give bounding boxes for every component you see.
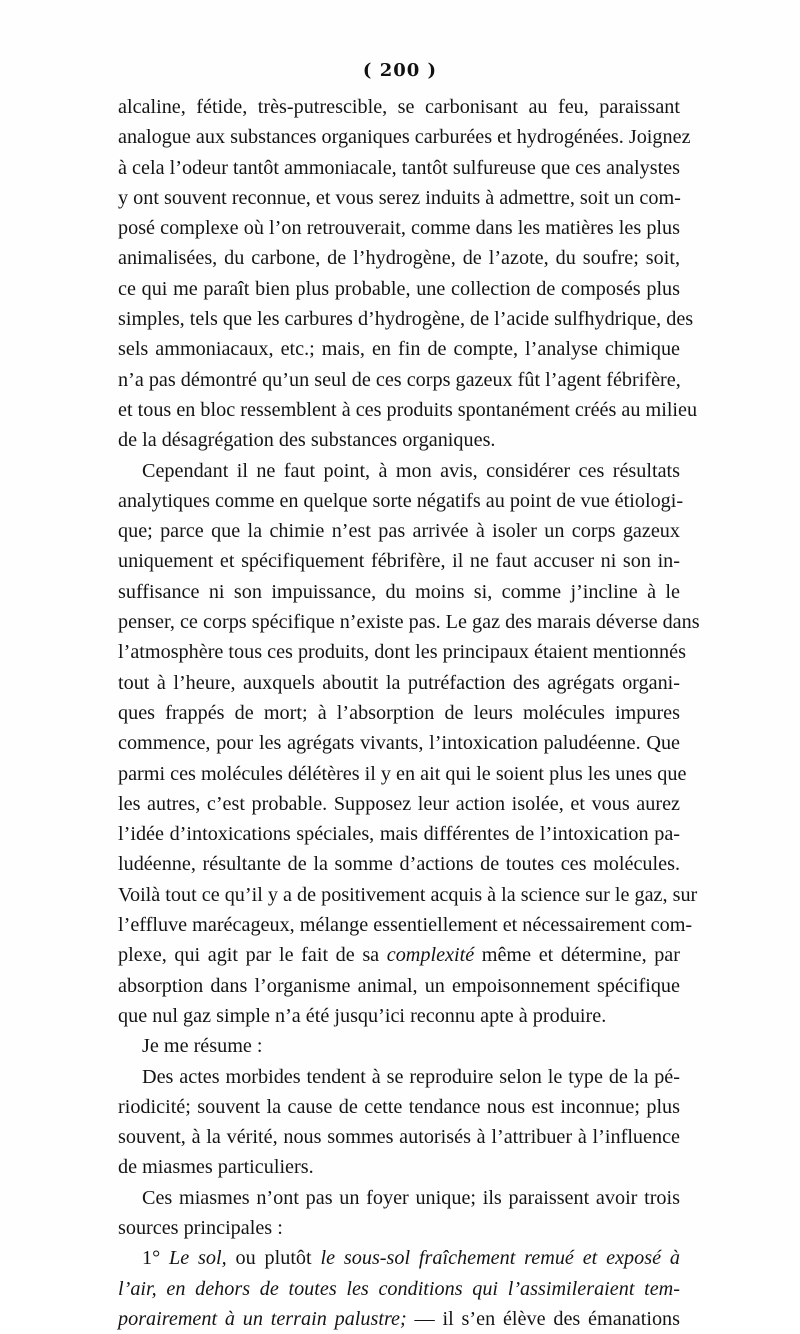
text-segment: 1° xyxy=(142,1247,170,1270)
text-line xyxy=(118,759,687,789)
text-segment: Je me résume : xyxy=(142,1035,263,1058)
italic-text: l’air, en dehors de toutes les conditions qui l’assimileraient tem- xyxy=(118,1277,680,1300)
body-text xyxy=(118,92,700,1334)
text-line xyxy=(118,607,700,637)
text-segment: Ces miasmes n’ont pas un foyer unique; ils paraissent avoir trois xyxy=(142,1186,680,1209)
text-line xyxy=(118,1152,680,1182)
page-number: ( 200 ) xyxy=(362,60,438,81)
text-segment: parmi ces molécules délétères il y en ait qui le soient plus les unes que xyxy=(118,762,687,785)
text-line xyxy=(118,1092,680,1122)
text-segment: absorption dans l’organisme animal, un empoisonnement spécifique xyxy=(118,974,680,997)
text-segment: analogue aux substances organiques carburées et hydrogénées. Joignez xyxy=(118,126,691,149)
text-line xyxy=(118,92,680,122)
text-line xyxy=(118,577,680,607)
text-segment: Des actes morbides tendent à se reproduire selon le type de la pé- xyxy=(142,1065,680,1088)
text-line xyxy=(118,1031,680,1061)
text-line xyxy=(118,304,694,334)
text-segment: Cependant il ne faut point, à mon avis, considérer ces résultats xyxy=(142,459,680,482)
italic-text: complexité xyxy=(386,944,475,967)
text-segment: penser, ce corps spécifique n’existe pas. Le gaz des marais déverse dans xyxy=(118,611,700,634)
text-line xyxy=(118,940,680,970)
text-segment: à cela l’odeur tantôt ammoniacale, tantôt sulfureuse que ces analystes xyxy=(118,156,680,179)
text-line xyxy=(118,849,680,879)
text-segment: ou plutôt xyxy=(226,1247,321,1270)
text-line xyxy=(118,122,691,152)
text-segment: et tous en bloc ressemblent à ces produits spontanément créés au milieu xyxy=(118,398,698,421)
text-line xyxy=(118,1274,680,1304)
text-segment: sources principales : xyxy=(118,1216,283,1239)
text-segment: ce qui me paraît bien plus probable, une collection de composés plus xyxy=(118,277,680,300)
text-line xyxy=(118,1062,680,1092)
text-line xyxy=(118,425,680,455)
text-line xyxy=(118,1122,680,1152)
text-line xyxy=(118,971,680,1001)
text-segment: souvent, à la vérité, nous sommes autorisés à l’attribuer à l’influence xyxy=(118,1126,680,1149)
text-line xyxy=(118,334,680,364)
text-line xyxy=(118,668,680,698)
text-segment: animalisées, du carbone, de l’hydrogène, de l’azote, du soufre; soit, xyxy=(118,247,680,270)
text-segment: riodicité; souvent la cause de cette tendance nous est inconnue; plus xyxy=(118,1095,680,1118)
text-segment: — il s’en élève des émanations xyxy=(406,1307,680,1330)
text-segment: que; parce que la chimie n’est pas arrivée à isoler un corps gazeux xyxy=(118,520,680,543)
text-line xyxy=(118,486,684,516)
text-segment: y ont souvent reconnue, et vous serez induits à admettre, soit un com- xyxy=(118,186,681,209)
italic-text: Le sol, xyxy=(169,1247,227,1270)
text-segment: suffisance ni son impuissance, du moins si, comme j’incline à le xyxy=(118,580,680,603)
text-segment: l’effluve marécageux, mélange essentiellement et nécessairement com- xyxy=(118,914,693,937)
text-segment: sels ammoniacaux, etc.; mais, en fin de compte, l’analyse chimique xyxy=(118,338,680,361)
text-line xyxy=(118,153,680,183)
text-segment: Voilà tout ce qu’il y a de positivement acquis à la science sur le gaz, sur xyxy=(118,883,698,906)
text-line xyxy=(118,365,680,395)
italic-text: porairement à un terrain palustre; xyxy=(118,1307,407,1330)
text-line xyxy=(118,1304,680,1334)
text-line xyxy=(118,728,680,758)
text-line xyxy=(118,243,680,273)
text-segment: analytiques comme en quelque sorte négatifs au point de vue étiologi- xyxy=(118,489,684,512)
text-segment: n’a pas démontré qu’un seul de ces corps gazeux fût l’agent fébrifère, xyxy=(118,368,681,391)
text-line xyxy=(118,183,680,213)
italic-text: le sous-sol fraîchement remué et exposé à xyxy=(320,1247,680,1270)
text-line xyxy=(118,213,680,243)
text-segment: commence, pour les agrégats vivants, l’intoxication paludéenne. Que xyxy=(118,732,680,755)
text-segment: alcaline, fétide, très-putrescible, se carbonisant au feu, paraissant xyxy=(118,96,680,118)
text-segment: tout à l’heure, auxquels aboutit la putréfaction des agrégats organi- xyxy=(118,671,680,694)
text-line xyxy=(118,637,686,667)
text-segment: que nul gaz simple n’a été jusqu’ici reconnu apte à produire. xyxy=(118,1004,607,1027)
text-line xyxy=(118,910,693,940)
text-segment: posé complexe où l’on retrouverait, comme dans les matières les plus xyxy=(118,217,680,240)
text-line xyxy=(118,516,680,546)
text-segment: uniquement et spécifiquement fébrifère, il ne faut accuser ni son in- xyxy=(118,550,680,573)
text-line xyxy=(118,546,680,576)
text-line xyxy=(118,1001,680,1031)
text-segment: ques frappés de mort; à l’absorption de leurs molécules impures xyxy=(118,701,680,724)
text-segment: de la désagrégation des substances organiques. xyxy=(118,429,496,452)
text-segment: même et détermine, par xyxy=(474,944,680,967)
text-line xyxy=(118,395,698,425)
text-line xyxy=(118,1243,680,1273)
text-segment: les autres, c’est probable. Supposez leur action isolée, et vous aurez xyxy=(118,792,680,815)
text-line xyxy=(118,880,698,910)
text-segment: l’idée d’intoxications spéciales, mais différentes de l’intoxication pa- xyxy=(118,823,680,846)
text-segment: de miasmes particuliers. xyxy=(118,1156,314,1179)
text-segment: simples, tels que les carbures d’hydrogène, de l’acide sulfhydrique, des xyxy=(118,308,694,331)
text-line xyxy=(118,1213,680,1243)
text-segment: ludéenne, résultante de la somme d’actions de toutes ces molécules. xyxy=(118,853,680,876)
text-segment: plexe, qui agit par le fait de sa xyxy=(118,944,387,967)
text-line xyxy=(118,456,680,486)
text-line xyxy=(118,1183,680,1213)
text-segment: l’atmosphère tous ces produits, dont les principaux étaient mentionnés xyxy=(118,641,686,664)
text-line xyxy=(118,789,680,819)
text-line xyxy=(118,698,680,728)
text-line xyxy=(118,274,680,304)
text-line xyxy=(118,819,680,849)
